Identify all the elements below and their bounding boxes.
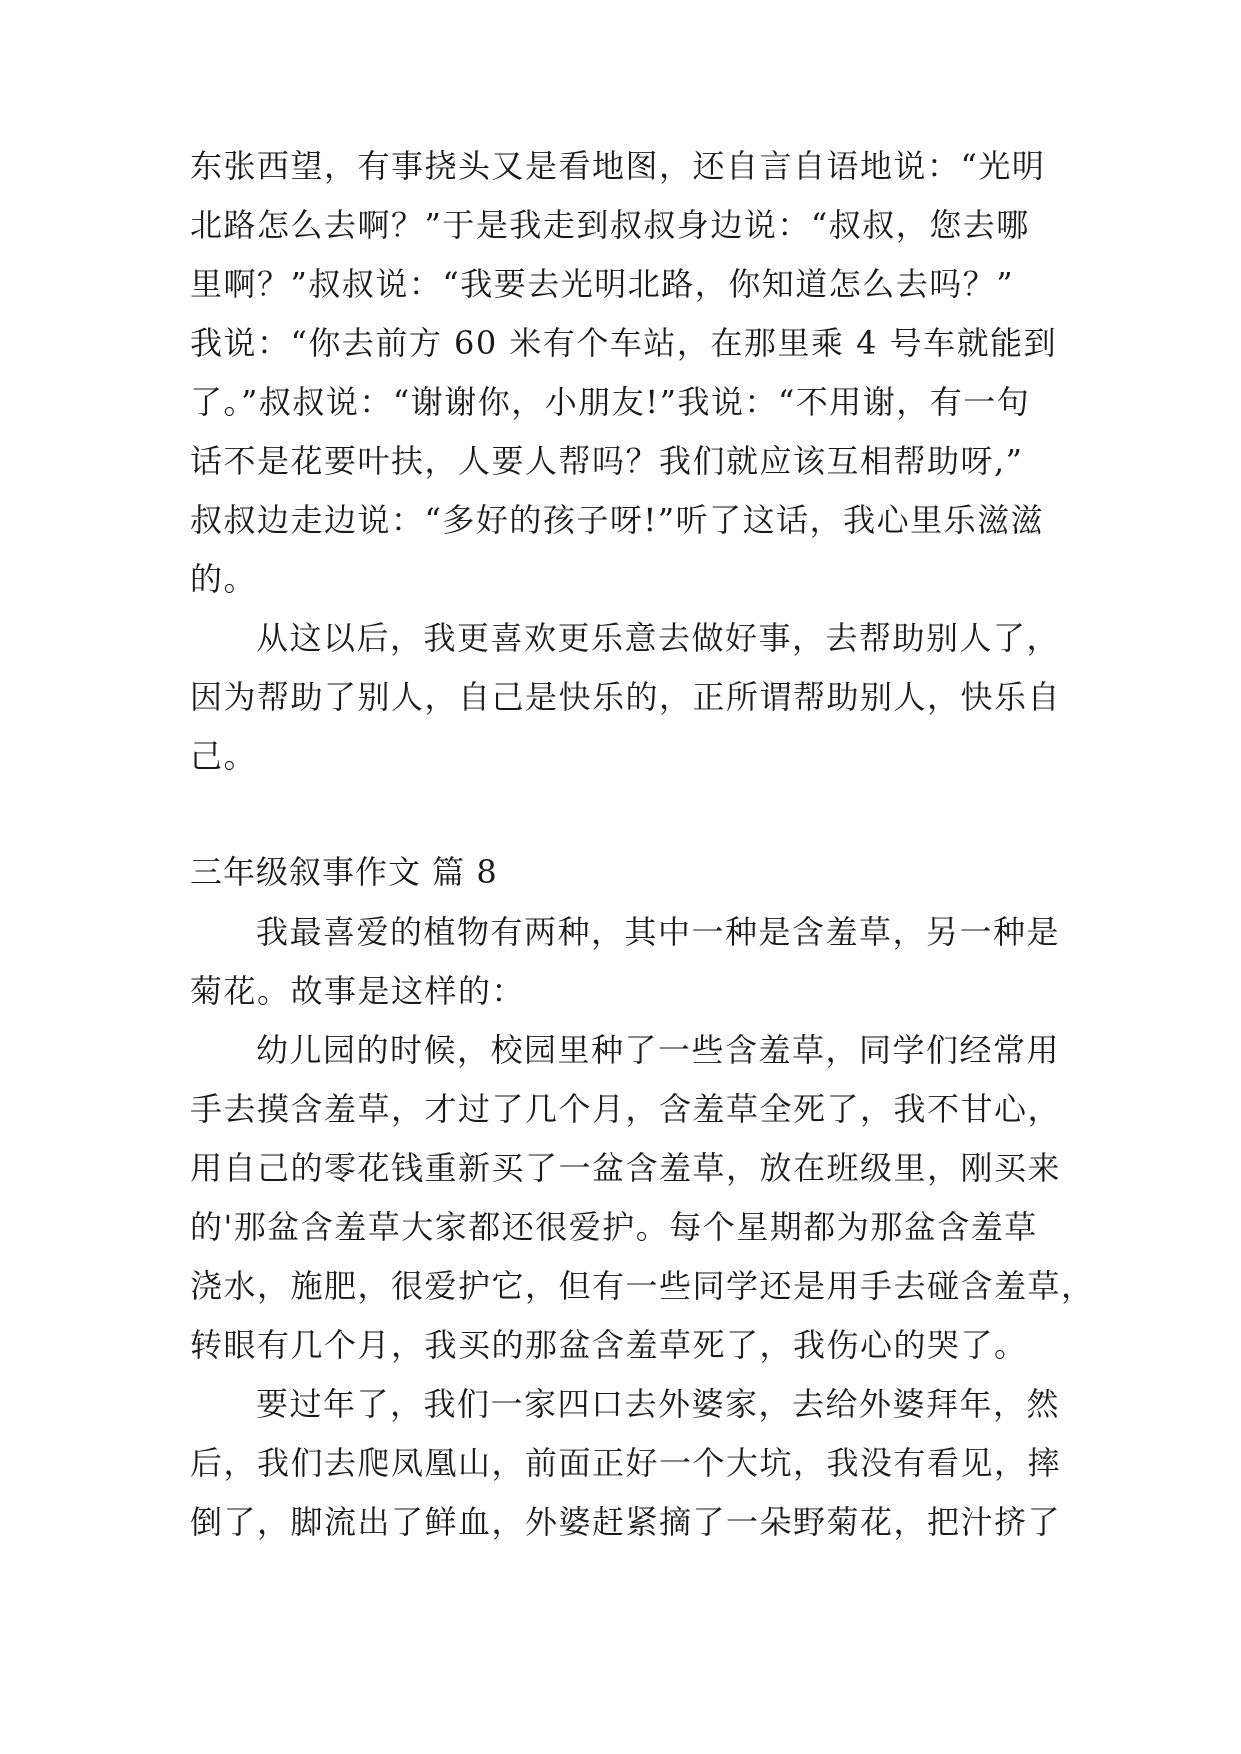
text-line: 话不是花要叶扶，人要人帮吗？我们就应该互相帮助呀,” xyxy=(190,442,1024,480)
text-line: 的'那盆含羞草大家都还很爱护。每个星期都为那盆含羞草 xyxy=(190,1208,1038,1246)
text-line: 叔叔边走边说：“多好的孩子呀!”听了这话，我心里乐滋滋 xyxy=(190,501,1045,539)
text-line: 倒了，脚流出了鲜血，外婆赶紧摘了一朵野菊花，把汁挤了 xyxy=(190,1503,1062,1541)
section-heading: 三年级叙事作文 篇 8 xyxy=(190,853,498,891)
text-line: 手去摸含羞草，才过了几个月，含羞草全死了，我不甘心， xyxy=(190,1090,1062,1128)
text-line: 因为帮助了别人，自己是快乐的，正所谓帮助别人，快乐自 xyxy=(190,678,1062,716)
text-line: 幼儿园的时候，校园里种了一些含羞草，同学们经常用 xyxy=(256,1031,1061,1069)
text-line: 东张西望，有事挠头又是看地图，还自言自语地说：“光明 xyxy=(190,147,1046,185)
text-line: 菊花。故事是这样的： xyxy=(190,972,526,1010)
text-line: 用自己的零花钱重新买了一盆含羞草，放在班级里，刚买来 xyxy=(190,1149,1062,1187)
text-line: 了。”叔叔说：“谢谢你，小朋友!”我说：“不用谢，有一句 xyxy=(190,383,1031,421)
text-line: 北路怎么去啊？”于是我走到叔叔身边说：“叔叔，您去哪 xyxy=(190,206,1030,244)
text-line: 要过年了，我们一家四口去外婆家，去给外婆拜年，然 xyxy=(256,1385,1061,1423)
text-line: 里啊？”叔叔说：“我要去光明北路，你知道怎么去吗？” xyxy=(190,265,1015,303)
text-line: 从这以后，我更喜欢更乐意去做好事，去帮助别人了， xyxy=(256,619,1061,657)
text-line: 转眼有几个月，我买的那盆含羞草死了，我伤心的哭了。 xyxy=(190,1326,1028,1364)
text-line: 我说：“你去前方 60 米有个车站，在那里乘 4 号车就能到 xyxy=(190,324,1058,362)
text-line: 我最喜爱的植物有两种，其中一种是含羞草，另一种是 xyxy=(256,913,1061,951)
text-line: 的。 xyxy=(190,560,258,598)
text-line: 己。 xyxy=(190,737,258,775)
text-line: 后，我们去爬凤凰山，前面正好一个大坑，我没有看见，摔 xyxy=(190,1444,1062,1482)
text-line: 浇水，施肥，很爱护它，但有一些同学还是用手去碰含羞草， xyxy=(190,1267,1095,1305)
